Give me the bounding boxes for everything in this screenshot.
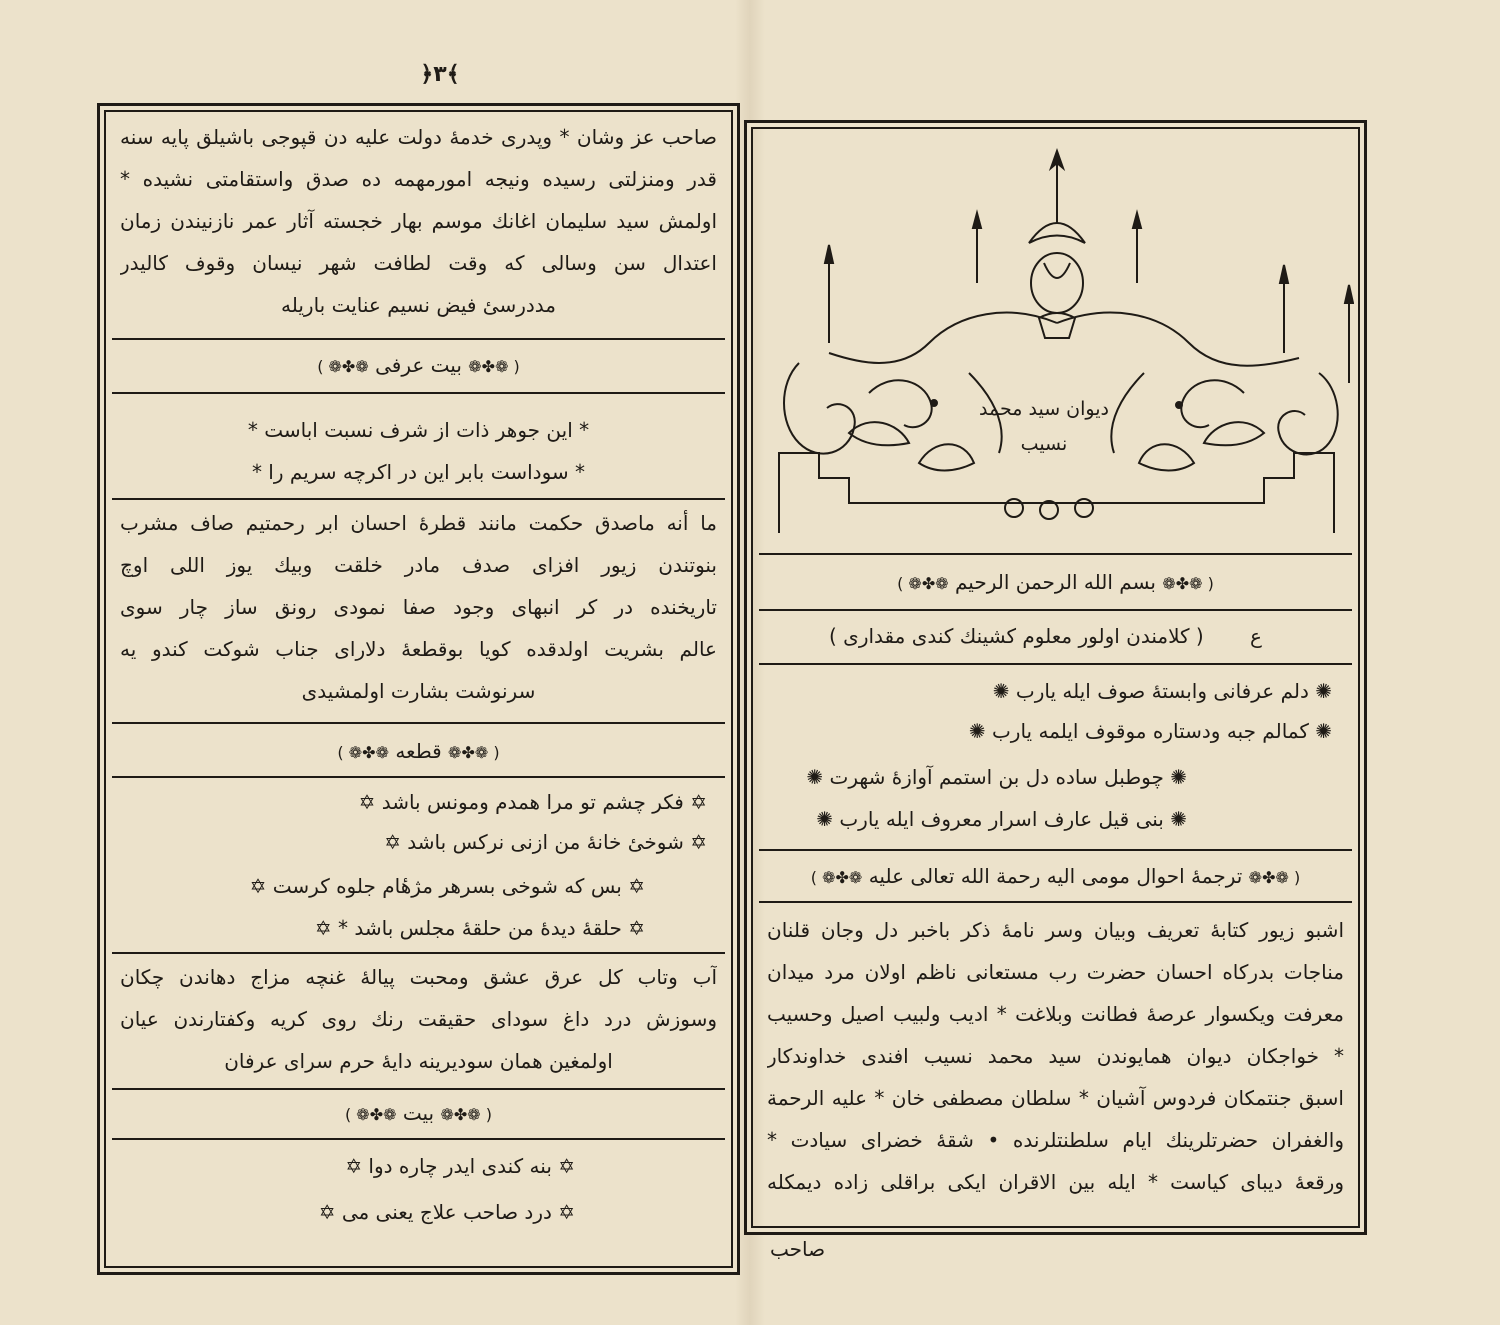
heading-qita: ( ❁✤❁ قطعه ❁✤❁ ) [337,739,500,763]
text-line: قدر ومنزلتی رسیده ونیجه امورمهمه ده صدق واستقامتی نشیده * [120,167,717,191]
text-line: اولمش سید سلیمان اغانك موسم بهار خجسته آثار عمر نازنیندن زمان [120,209,717,233]
verse-line: ✡ شوخیٔ خانهٔ من ازنی نرکس باشد ✡ [384,830,707,854]
rule [759,901,1352,903]
left-intro-text [120,116,717,326]
text-line: معرفت ویکسوار عرصهٔ فطانت وبلاغت * ادیب ولبیب اصیل وحسیب [767,1002,1344,1026]
hemistich: ع ( کلامندن اولور معلوم کشینك کندی مقداری ) [829,624,1262,648]
ornament-left: ❁✤❁ ) [317,357,369,376]
verse-line: ✺ دلم عرفانی وابستهٔ صوف ایله یارب ✺ [992,679,1332,703]
verse-line: ✡ درد صاحب علاج یعنی می ✡ [318,1200,575,1224]
left-middle-text [120,502,717,712]
text-line: صاحب عز وشان * وپدری خدمهٔ دولت علیه دن قپوجی باشیلق پایه سنه [120,125,717,149]
rule [112,722,725,724]
rule [112,392,725,394]
catchword: صاحب [770,1237,826,1261]
ornamental-headpiece [759,133,1354,538]
rule [759,609,1352,611]
rule [112,338,725,340]
ornament-right: ( ❁✤❁ [468,357,520,376]
rule [112,776,725,778]
diwan-title: دیوان سید محمد [979,398,1109,420]
rule [759,849,1352,851]
text-line: اولمغین همان سودیرینه دایهٔ حرم سرای عرفان [224,1049,613,1073]
text-line: * خواجکان دیوان همایوندن سید محمد نسیب افندی خداوندکار [767,1044,1344,1068]
verse-line: * سوداست بابر این در اکرچه سریم را * [251,460,586,484]
biography-heading: ( ❁✤❁ ترجمهٔ احوال مومی الیه رحمة الله تعالی علیه ❁✤❁ ) [810,864,1301,888]
text-line: آب وتاب کل عرق عشق ومحبت پیالهٔ غنچه مزاج دهاندن چکان [120,965,717,989]
text-line: اشبو زیور کتابهٔ تعریف وبیان وسر نامهٔ ذکر باخبر دل وجان قلنان [767,918,1344,942]
biography-text [767,909,1344,1203]
rule [759,663,1352,665]
verse-line: ✺ کمالم جبه ودستاره موقوف ایلمه یارب ✺ [968,719,1332,743]
text-line: اعتدال سن وسالی که وقت لطافت شهر نیسان وقوف کالیدر [120,251,717,275]
basmala-heading: ( ❁✤❁ بسم الله الرحمن الرحیم ❁✤❁ ) [897,570,1214,594]
verse-line: ✡ فکر چشم تو مرا همدم ومونس باشد ✡ [358,790,707,814]
page-number: ﴿٣﴾ [420,62,460,87]
rule [112,1138,725,1140]
verse-line: ✡ حلقهٔ دیدهٔ من حلقهٔ مجلس باشد * ✡ [314,916,645,940]
verse-line: ✡ بس که شوخی بسرهر مژهٔام جلوه کرست ✡ [249,874,645,898]
text-line: عالم بشریت اولدقده کویا بوقطعهٔ دلارای جناب شوکت کندو یه [120,637,717,661]
text-line: اسبق جنتمکان فردوس آشیان * سلطان مصطفی خان * علیه الرحمة [767,1086,1344,1110]
right-page-frame [744,120,1367,1235]
rule [112,1088,725,1090]
heading-beyt: ( ❁✤❁ بیت ❁✤❁ ) [344,1101,493,1125]
verse-line: ✺ بنی قیل عارف اسرار معروف ایله یارب ✺ [816,807,1187,831]
rule [759,553,1352,555]
text-line: بنوتندن زیور افزای صدف مادر خلقت وبیك یوز اللی اوچ [120,553,717,577]
text-line: ما أنه ماصدق حکمت مانند قطرهٔ احسان ابر رحمتیم صاف مشرب [120,511,717,535]
text-line: سرنوشت بشارت اولمشیدی [301,679,536,703]
text-line: تاریخنده در کر انبهای وجود صفا نمودی رونق ساز چار سوی [120,595,717,619]
text-line: وسوزش درد داغ سودای حقیقت رنك روی کریه وکفتارندن عیان [120,1007,717,1031]
verse-line: ✡ بنه کندی ایدر چاره دوا ✡ [345,1154,575,1178]
verse-line: * این جوهر ذات از شرف نسبت اباست * [247,418,590,442]
poet-name: نسیب [1020,433,1068,455]
text-line: والغفران حضرتلرینك ایام سلطنتلرنده • شقهٔ خضرای سیادت * [767,1128,1344,1152]
verse-line: ✺ چوطبل ساده دل بن استمم آوازهٔ شهرت ✺ [806,765,1187,789]
rule [112,498,725,500]
text-line: مناجات بدرکاه احسان حضرت رب مستعانی ناظم اولان مرد میدان [767,960,1344,984]
text-line: ورقعهٔ دیبای کیاست * ایله بین الاقران ایکی براقلی زاده دیمکله [767,1170,1344,1194]
heading-beyt-urfi: ( ❁✤❁ بیت عرفی ❁✤❁ ) [317,353,520,377]
rule [112,952,725,954]
text-line: مددرسیٔ فیض نسیم عنایت باریله [281,293,556,317]
left-lower-text [120,956,717,1082]
left-page-frame [97,103,740,1275]
